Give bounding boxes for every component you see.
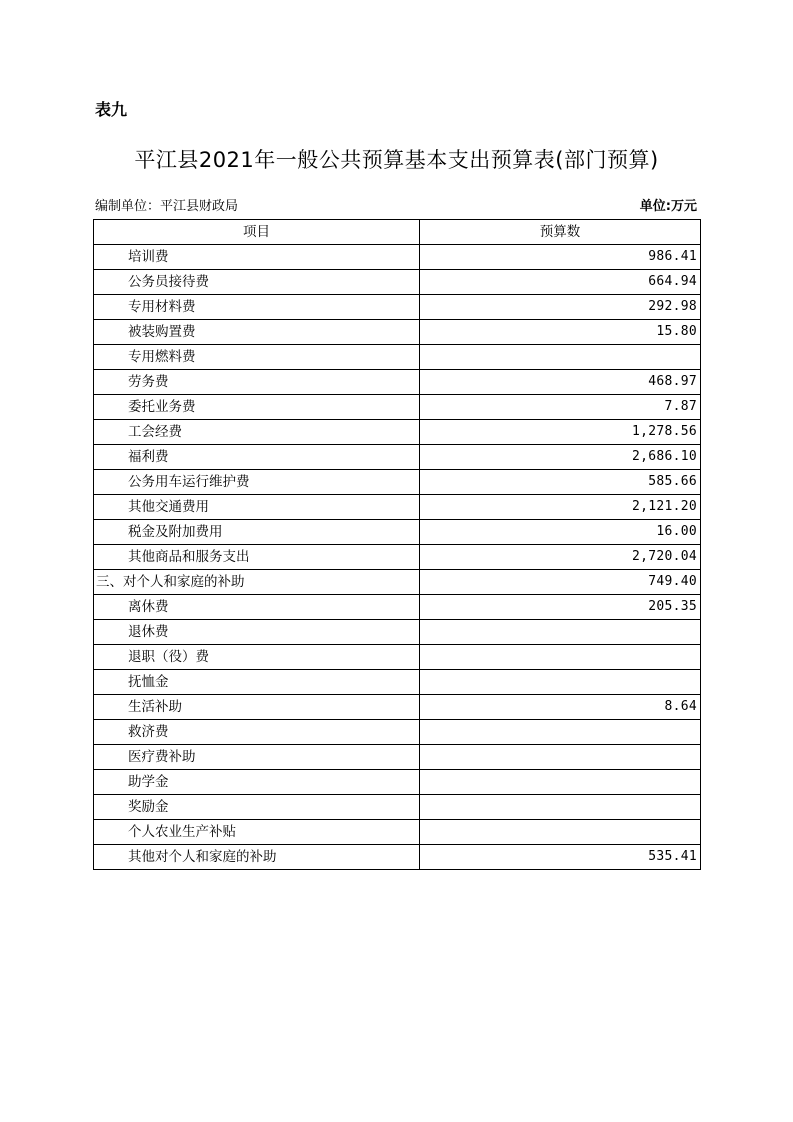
table-row <box>94 795 701 820</box>
item-cell: 专用材料费 <box>94 295 420 320</box>
table-row <box>94 645 701 670</box>
item-cell: 救济费 <box>94 720 420 745</box>
table-row <box>94 345 701 370</box>
category-cell: 三、对个人和家庭的补助 <box>94 570 420 595</box>
amount-cell: 1,278.56 <box>420 420 701 445</box>
table-row <box>94 570 701 595</box>
table-row <box>94 245 701 270</box>
table-row <box>94 845 701 870</box>
item-cell: 公务员接待费 <box>94 270 420 295</box>
table-row <box>94 545 701 570</box>
table-row <box>94 695 701 720</box>
table-row <box>94 395 701 420</box>
table-row <box>94 720 701 745</box>
amount-cell <box>420 745 701 770</box>
table-row <box>94 270 701 295</box>
item-cell: 医疗费补助 <box>94 745 420 770</box>
table-row <box>94 420 701 445</box>
item-cell: 公务用车运行维护费 <box>94 470 420 495</box>
table-number-label: 表九 <box>95 100 128 119</box>
table-row <box>94 445 701 470</box>
amount-cell: 2,121.20 <box>420 495 701 520</box>
table-row <box>94 670 701 695</box>
table-row <box>94 470 701 495</box>
item-cell: 专用燃料费 <box>94 345 420 370</box>
item-cell: 被装购置费 <box>94 320 420 345</box>
amount-cell <box>420 620 701 645</box>
amount-cell: 16.00 <box>420 520 701 545</box>
item-cell: 奖励金 <box>94 795 420 820</box>
table-row <box>94 620 701 645</box>
table-row <box>94 495 701 520</box>
amount-cell: 8.64 <box>420 695 701 720</box>
table-row <box>94 320 701 345</box>
amount-cell: 749.40 <box>420 570 701 595</box>
amount-cell <box>420 670 701 695</box>
item-cell: 其他交通费用 <box>94 495 420 520</box>
item-cell: 税金及附加费用 <box>94 520 420 545</box>
item-cell: 个人农业生产补贴 <box>94 820 420 845</box>
amount-cell: 468.97 <box>420 370 701 395</box>
table-body <box>94 245 701 870</box>
amount-cell: 15.80 <box>420 320 701 345</box>
amount-cell: 585.66 <box>420 470 701 495</box>
item-cell: 退休费 <box>94 620 420 645</box>
compiling-unit-label: 编制单位：平江县财政局 <box>95 199 239 214</box>
item-cell: 劳务费 <box>94 370 420 395</box>
item-cell: 工会经费 <box>94 420 420 445</box>
amount-cell <box>420 720 701 745</box>
amount-cell <box>420 345 701 370</box>
currency-unit-label: 单位:万元 <box>639 199 697 214</box>
amount-cell <box>420 770 701 795</box>
amount-cell: 292.98 <box>420 295 701 320</box>
item-cell: 离休费 <box>94 595 420 620</box>
item-cell: 助学金 <box>94 770 420 795</box>
amount-cell: 664.94 <box>420 270 701 295</box>
table-row <box>94 520 701 545</box>
item-cell: 委托业务费 <box>94 395 420 420</box>
table-row <box>94 595 701 620</box>
table-row <box>94 295 701 320</box>
item-cell: 抚恤金 <box>94 670 420 695</box>
budget-table <box>93 219 701 870</box>
header-row <box>94 220 701 245</box>
column-header-item: 项目 <box>94 220 420 245</box>
item-cell: 培训费 <box>94 245 420 270</box>
amount-cell <box>420 645 701 670</box>
page-title: 平江县2021年一般公共预算基本支出预算表(部门预算) <box>134 148 659 172</box>
item-cell: 生活补助 <box>94 695 420 720</box>
table-row <box>94 745 701 770</box>
item-cell: 福利费 <box>94 445 420 470</box>
amount-cell <box>420 820 701 845</box>
table-row <box>94 770 701 795</box>
column-header-amount: 预算数 <box>420 220 701 245</box>
item-cell: 退职（役）费 <box>94 645 420 670</box>
item-cell: 其他商品和服务支出 <box>94 545 420 570</box>
table-header <box>94 220 701 245</box>
amount-cell: 2,720.04 <box>420 545 701 570</box>
amount-cell <box>420 795 701 820</box>
table-row <box>94 820 701 845</box>
amount-cell: 205.35 <box>420 595 701 620</box>
amount-cell: 535.41 <box>420 845 701 870</box>
table-row <box>94 370 701 395</box>
amount-cell: 986.41 <box>420 245 701 270</box>
item-cell: 其他对个人和家庭的补助 <box>94 845 420 870</box>
amount-cell: 2,686.10 <box>420 445 701 470</box>
amount-cell: 7.87 <box>420 395 701 420</box>
